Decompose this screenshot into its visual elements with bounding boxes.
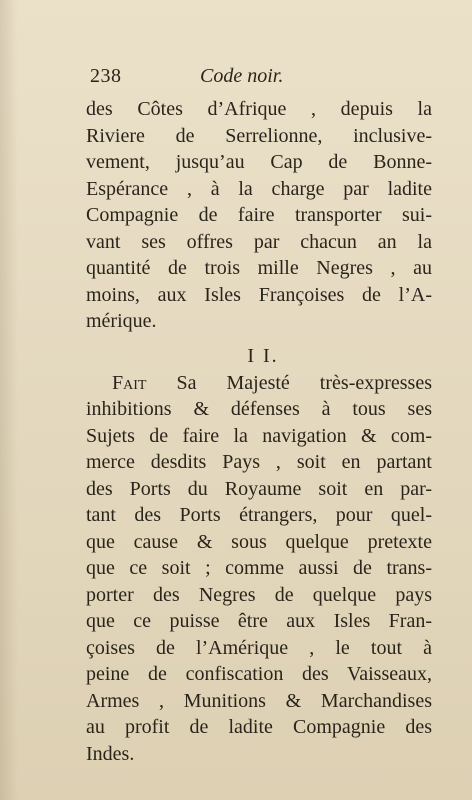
article-section [86, 343, 432, 767]
text-line: que ce soit ; comme aussi de trans- [86, 557, 432, 579]
text-line: vement, jusqu’au Cap de Bonne- [86, 151, 432, 173]
text-line: Sujets de faire la navigation & com- [86, 424, 432, 447]
text-line: Armes , Munitions & Marchandises [86, 689, 432, 712]
text-line: des Ports du Royaume soit en par- [86, 477, 432, 500]
text-line: quantité de trois mille Negres , au [86, 257, 432, 279]
text-line: au profit de ladite Compagnie des [86, 716, 432, 738]
text-line: Compagnie de faire transporter sui- [86, 204, 432, 226]
text-line: Indes. [86, 742, 135, 765]
text-line: moins, aux Isles Françoises de l’A- [86, 283, 432, 306]
text-line: tant des Ports étrangers, pour quel- [86, 504, 432, 526]
page-number: 238 [90, 65, 122, 87]
text-line: que cause & sous quelque pretexte [86, 530, 432, 553]
text-line: mérique. [86, 310, 157, 332]
text-line: Espérance , à la charge par ladite [86, 177, 432, 200]
continuation-paragraph [86, 96, 432, 335]
text-line: çoises de l’Amérique , le tout à [86, 636, 432, 659]
article-number: I I. [247, 345, 279, 367]
text-line: inhibitions & défenses à tous ses [86, 398, 432, 420]
article-first-line-rest: Sa Majesté très-expresses [146, 371, 432, 394]
article-first-word: Fait [112, 371, 147, 394]
text-line: des Côtes d’Afrique , depuis la [86, 98, 432, 120]
page-header [90, 64, 428, 88]
text-line: porter des Negres de quelque pays [86, 583, 432, 606]
text-line: Riviere de Serrelionne, inclusive- [86, 124, 432, 147]
article-first-line [86, 370, 432, 397]
running-title: Code noir. [200, 65, 284, 87]
text-line: merce desdits Pays , soit en partant [86, 451, 432, 473]
text-line: que ce puisse être aux Isles Fran- [86, 610, 432, 632]
text-line: vant ses offres par chacun an la [86, 230, 432, 253]
text-line: peine de confiscation des Vaisseaux, [86, 663, 432, 685]
